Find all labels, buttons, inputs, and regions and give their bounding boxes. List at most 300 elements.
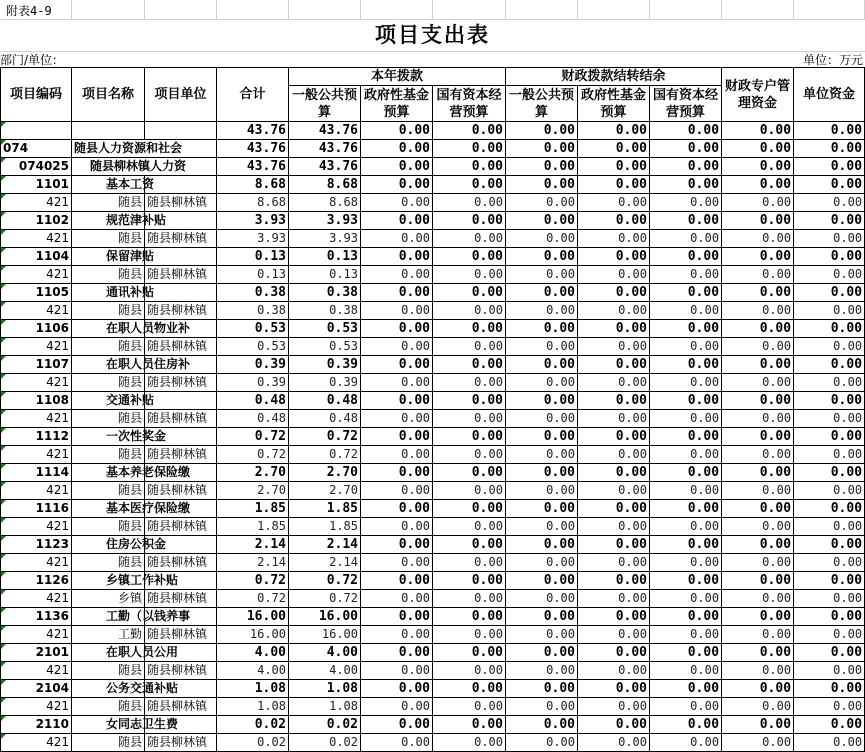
cell-amount[interactable]: 0.00: [578, 626, 650, 644]
cell-amount[interactable]: 0.00: [794, 680, 865, 698]
cell-amount[interactable]: 0.00: [722, 734, 794, 752]
cell-amount[interactable]: 0.00: [433, 680, 506, 698]
cell-amount[interactable]: 0.00: [578, 338, 650, 356]
cell-amount[interactable]: 0.00: [506, 392, 578, 410]
cell-amount[interactable]: 0.00: [506, 572, 578, 590]
cell-amount[interactable]: 2.14: [217, 536, 289, 554]
cell-amount[interactable]: 16.00: [217, 626, 289, 644]
cell-amount[interactable]: 1.08: [289, 698, 361, 716]
cell-amount[interactable]: 0.00: [650, 302, 722, 320]
cell-project-code[interactable]: 421: [1, 518, 72, 536]
cell-amount[interactable]: 0.00: [578, 158, 650, 176]
cell-amount[interactable]: 0.00: [506, 608, 578, 626]
cell-amount[interactable]: 43.76: [289, 158, 361, 176]
cell-amount[interactable]: 0.00: [506, 338, 578, 356]
cell-project-unit[interactable]: 随县柳林镇: [145, 194, 217, 212]
cell-amount[interactable]: 0.00: [794, 140, 865, 158]
cell-amount[interactable]: 0.00: [506, 500, 578, 518]
cell-amount[interactable]: 0.00: [578, 230, 650, 248]
cell-amount[interactable]: 0.00: [722, 626, 794, 644]
cell-amount[interactable]: 0.00: [506, 212, 578, 230]
cell-project-name[interactable]: 通讯补贴: [72, 284, 145, 302]
cell-amount[interactable]: 0.00: [433, 698, 506, 716]
cell-amount[interactable]: 0.13: [217, 266, 289, 284]
cell-amount[interactable]: 0.00: [650, 518, 722, 536]
cell-amount[interactable]: 0.00: [794, 356, 865, 374]
grid-cell[interactable]: [721, 0, 794, 19]
cell-amount[interactable]: 0.00: [361, 644, 433, 662]
cell-project-code[interactable]: 1102: [1, 212, 72, 230]
cell-project-unit[interactable]: [145, 248, 217, 266]
cell-amount[interactable]: 0.00: [361, 158, 433, 176]
cell-project-name[interactable]: 随县: [72, 410, 145, 428]
cell-amount[interactable]: 0.00: [361, 266, 433, 284]
cell-amount[interactable]: 0.00: [433, 266, 506, 284]
cell-amount[interactable]: 0.00: [578, 428, 650, 446]
cell-amount[interactable]: 43.76: [289, 122, 361, 140]
cell-amount[interactable]: 1.85: [217, 500, 289, 518]
cell-amount[interactable]: 0.00: [433, 320, 506, 338]
cell-amount[interactable]: 0.00: [361, 302, 433, 320]
cell-amount[interactable]: 0.38: [289, 284, 361, 302]
cell-amount[interactable]: 0.00: [794, 698, 865, 716]
cell-amount[interactable]: 0.00: [506, 518, 578, 536]
cell-amount[interactable]: 0.00: [722, 482, 794, 500]
cell-amount[interactable]: 0.00: [506, 464, 578, 482]
header-name[interactable]: 项目名称: [72, 68, 145, 122]
header-code[interactable]: 项目编码: [1, 68, 72, 122]
cell-amount[interactable]: 0.39: [217, 356, 289, 374]
cell-amount[interactable]: 0.00: [722, 338, 794, 356]
cell-amount[interactable]: 0.00: [506, 680, 578, 698]
cell-amount[interactable]: 8.68: [217, 194, 289, 212]
cell-project-unit[interactable]: 随县柳林镇: [145, 518, 217, 536]
cell-amount[interactable]: 1.85: [289, 500, 361, 518]
cell-amount[interactable]: 0.00: [578, 644, 650, 662]
cell-amount[interactable]: 0.00: [722, 572, 794, 590]
cell-amount[interactable]: 0.00: [361, 194, 433, 212]
cell-amount[interactable]: 0.00: [361, 356, 433, 374]
cell-project-name[interactable]: 工勤（以钱养事: [72, 608, 145, 626]
cell-amount[interactable]: 0.00: [794, 158, 865, 176]
cell-amount[interactable]: 0.00: [361, 698, 433, 716]
cell-amount[interactable]: 2.70: [217, 464, 289, 482]
grid-cell[interactable]: [360, 0, 433, 19]
cell-project-code[interactable]: 421: [1, 554, 72, 572]
cell-amount[interactable]: 0.00: [650, 734, 722, 752]
cell-amount[interactable]: 0.00: [650, 464, 722, 482]
cell-amount[interactable]: 2.14: [289, 536, 361, 554]
cell-amount[interactable]: 0.00: [361, 608, 433, 626]
cell-amount[interactable]: 0.00: [578, 212, 650, 230]
cell-amount[interactable]: 0.00: [578, 482, 650, 500]
cell-project-name[interactable]: 基本养老保险缴: [72, 464, 145, 482]
cell-amount[interactable]: 0.00: [361, 572, 433, 590]
cell-amount[interactable]: 0.00: [794, 446, 865, 464]
cell-amount[interactable]: 0.72: [217, 446, 289, 464]
cell-amount[interactable]: 1.85: [289, 518, 361, 536]
cell-amount[interactable]: 0.00: [361, 680, 433, 698]
cell-project-name[interactable]: 交通补贴: [72, 392, 145, 410]
cell-amount[interactable]: 0.00: [506, 626, 578, 644]
cell-amount[interactable]: 0.00: [650, 644, 722, 662]
cell-project-name[interactable]: 随县: [72, 734, 145, 752]
cell-amount[interactable]: 16.00: [289, 608, 361, 626]
cell-amount[interactable]: 0.72: [289, 428, 361, 446]
cell-amount[interactable]: 0.02: [289, 734, 361, 752]
cell-project-name[interactable]: 随县: [72, 518, 145, 536]
cell-project-code[interactable]: 421: [1, 338, 72, 356]
cell-amount[interactable]: 0.00: [433, 734, 506, 752]
cell-amount[interactable]: 0.00: [650, 536, 722, 554]
cell-amount[interactable]: 0.00: [794, 194, 865, 212]
cell-amount[interactable]: 0.00: [650, 680, 722, 698]
cell-amount[interactable]: 0.00: [650, 374, 722, 392]
cell-amount[interactable]: 0.39: [289, 374, 361, 392]
cell-project-name[interactable]: 随县: [72, 374, 145, 392]
cell-amount[interactable]: 0.00: [650, 392, 722, 410]
cell-amount[interactable]: 0.00: [506, 230, 578, 248]
cell-amount[interactable]: 0.00: [578, 572, 650, 590]
cell-amount[interactable]: 0.00: [506, 176, 578, 194]
cell-project-name[interactable]: 随县: [72, 302, 145, 320]
cell-amount[interactable]: 0.00: [578, 194, 650, 212]
cell-amount[interactable]: 0.00: [650, 554, 722, 572]
cell-amount[interactable]: 0.00: [578, 716, 650, 734]
cell-amount[interactable]: 0.00: [650, 212, 722, 230]
cell-amount[interactable]: 0.00: [361, 176, 433, 194]
cell-project-name[interactable]: 随县: [72, 662, 145, 680]
cell-amount[interactable]: 0.00: [361, 662, 433, 680]
cell-project-code[interactable]: 1101: [1, 176, 72, 194]
cell-amount[interactable]: 0.72: [217, 590, 289, 608]
cell-amount[interactable]: 0.00: [433, 644, 506, 662]
cell-amount[interactable]: 0.00: [433, 194, 506, 212]
header-current-year-allocation[interactable]: 本年拨款: [289, 68, 506, 86]
cell-amount[interactable]: 0.00: [722, 356, 794, 374]
cell-amount[interactable]: 0.00: [506, 122, 578, 140]
cell-amount[interactable]: 0.00: [361, 518, 433, 536]
cell-project-unit[interactable]: 随县柳林镇: [145, 266, 217, 284]
cell-amount[interactable]: 0.00: [722, 644, 794, 662]
cell-amount[interactable]: 0.00: [650, 410, 722, 428]
cell-amount[interactable]: 0.72: [289, 572, 361, 590]
cell-amount[interactable]: 0.00: [433, 518, 506, 536]
header-total[interactable]: 合计: [217, 68, 289, 122]
cell-project-unit[interactable]: [145, 392, 217, 410]
cell-project-code[interactable]: 1136: [1, 608, 72, 626]
cell-amount[interactable]: 0.00: [433, 428, 506, 446]
cell-project-code[interactable]: 421: [1, 698, 72, 716]
cell-amount[interactable]: 0.48: [289, 410, 361, 428]
cell-project-code[interactable]: 1108: [1, 392, 72, 410]
cell-amount[interactable]: 0.00: [722, 680, 794, 698]
cell-project-unit[interactable]: 随县柳林镇: [145, 662, 217, 680]
cell-project-unit[interactable]: 随县柳林镇: [145, 374, 217, 392]
cell-amount[interactable]: 1.08: [217, 698, 289, 716]
cell-amount[interactable]: 0.00: [506, 734, 578, 752]
cell-amount[interactable]: 0.00: [650, 608, 722, 626]
cell-amount[interactable]: 0.00: [794, 212, 865, 230]
cell-amount[interactable]: 0.00: [361, 140, 433, 158]
cell-project-name[interactable]: 公务交通补贴: [72, 680, 145, 698]
cell-amount[interactable]: 0.00: [506, 410, 578, 428]
cell-project-unit[interactable]: [145, 122, 217, 140]
cell-amount[interactable]: 0.53: [289, 338, 361, 356]
cell-project-unit[interactable]: 随县柳林镇: [145, 302, 217, 320]
cell-amount[interactable]: 0.00: [722, 464, 794, 482]
cell-amount[interactable]: 8.68: [289, 176, 361, 194]
cell-amount[interactable]: 0.00: [361, 536, 433, 554]
cell-amount[interactable]: 0.00: [794, 320, 865, 338]
cell-amount[interactable]: 0.00: [794, 716, 865, 734]
cell-amount[interactable]: 0.00: [722, 230, 794, 248]
cell-amount[interactable]: 0.00: [722, 608, 794, 626]
cell-amount[interactable]: 2.70: [289, 464, 361, 482]
header-fund-budget[interactable]: 政府性基金预算: [361, 86, 433, 122]
grid-cell[interactable]: [649, 0, 722, 19]
cell-amount[interactable]: 0.00: [722, 122, 794, 140]
cell-amount[interactable]: 0.00: [722, 320, 794, 338]
cell-project-unit[interactable]: 随县柳林镇: [145, 446, 217, 464]
cell-amount[interactable]: 0.00: [722, 446, 794, 464]
cell-amount[interactable]: 0.00: [433, 590, 506, 608]
cell-amount[interactable]: 0.02: [217, 734, 289, 752]
cell-amount[interactable]: 43.76: [217, 158, 289, 176]
cell-amount[interactable]: 43.76: [217, 140, 289, 158]
cell-amount[interactable]: 0.00: [506, 644, 578, 662]
cell-amount[interactable]: 43.76: [289, 140, 361, 158]
cell-amount[interactable]: 0.00: [650, 356, 722, 374]
cell-amount[interactable]: 0.00: [650, 338, 722, 356]
cell-project-code[interactable]: 421: [1, 734, 72, 752]
cell-project-name[interactable]: 基本工资: [72, 176, 145, 194]
cell-amount[interactable]: 0.00: [722, 284, 794, 302]
cell-amount[interactable]: 0.00: [361, 626, 433, 644]
cell-amount[interactable]: 0.00: [361, 410, 433, 428]
cell-amount[interactable]: 0.00: [361, 590, 433, 608]
cell-amount[interactable]: 0.00: [433, 284, 506, 302]
grid-cell[interactable]: [71, 0, 145, 19]
cell-amount[interactable]: 0.00: [794, 122, 865, 140]
cell-project-name[interactable]: 规范津补贴: [72, 212, 145, 230]
cell-amount[interactable]: 0.00: [433, 626, 506, 644]
cell-project-unit[interactable]: 随县柳林镇: [145, 698, 217, 716]
header-carry-general-budget[interactable]: 一般公共预算: [506, 86, 578, 122]
cell-project-name[interactable]: 随县柳林镇人力资: [72, 158, 217, 176]
cell-amount[interactable]: 0.00: [361, 374, 433, 392]
cell-amount[interactable]: 0.00: [433, 536, 506, 554]
cell-amount[interactable]: 8.68: [217, 176, 289, 194]
cell-project-code[interactable]: 1116: [1, 500, 72, 518]
cell-amount[interactable]: 0.00: [722, 554, 794, 572]
cell-project-code[interactable]: 1104: [1, 248, 72, 266]
cell-amount[interactable]: 0.00: [650, 428, 722, 446]
cell-amount[interactable]: 0.00: [433, 158, 506, 176]
cell-amount[interactable]: 0.00: [650, 248, 722, 266]
cell-amount[interactable]: 0.00: [794, 410, 865, 428]
cell-amount[interactable]: 0.00: [433, 212, 506, 230]
cell-project-unit[interactable]: 随县柳林镇: [145, 590, 217, 608]
cell-amount[interactable]: 0.00: [506, 428, 578, 446]
cell-project-name[interactable]: 在职人员公用: [72, 644, 145, 662]
cell-amount[interactable]: 0.00: [578, 248, 650, 266]
cell-amount[interactable]: 0.00: [506, 554, 578, 572]
cell-project-code[interactable]: 2101: [1, 644, 72, 662]
cell-project-name[interactable]: 随县: [72, 698, 145, 716]
cell-amount[interactable]: 0.02: [217, 716, 289, 734]
cell-project-unit[interactable]: 随县柳林镇: [145, 410, 217, 428]
header-own-funds[interactable]: 单位资金: [794, 68, 865, 122]
cell-project-name[interactable]: 随县人力资源和社会: [72, 140, 217, 158]
cell-amount[interactable]: 0.48: [217, 392, 289, 410]
cell-project-code[interactable]: 421: [1, 302, 72, 320]
cell-amount[interactable]: 0.00: [361, 500, 433, 518]
cell-amount[interactable]: 0.00: [578, 302, 650, 320]
cell-amount[interactable]: 2.14: [289, 554, 361, 572]
grid-cell[interactable]: [288, 0, 361, 19]
cell-amount[interactable]: 0.00: [361, 338, 433, 356]
header-unit[interactable]: 项目单位: [145, 68, 217, 122]
cell-amount[interactable]: 0.00: [722, 410, 794, 428]
cell-amount[interactable]: 0.00: [506, 374, 578, 392]
cell-amount[interactable]: 0.00: [794, 572, 865, 590]
cell-project-code[interactable]: 421: [1, 446, 72, 464]
cell-amount[interactable]: 0.13: [217, 248, 289, 266]
cell-amount[interactable]: 0.00: [650, 320, 722, 338]
cell-amount[interactable]: 0.00: [650, 266, 722, 284]
cell-amount[interactable]: 0.00: [578, 374, 650, 392]
cell-amount[interactable]: 16.00: [217, 608, 289, 626]
cell-amount[interactable]: 0.00: [361, 230, 433, 248]
cell-amount[interactable]: 0.00: [794, 266, 865, 284]
cell-project-code[interactable]: 2110: [1, 716, 72, 734]
cell-amount[interactable]: 0.00: [433, 356, 506, 374]
cell-amount[interactable]: 0.00: [433, 392, 506, 410]
cell-amount[interactable]: 0.00: [578, 518, 650, 536]
cell-amount[interactable]: 0.00: [794, 428, 865, 446]
cell-amount[interactable]: 0.00: [794, 374, 865, 392]
cell-amount[interactable]: 3.93: [289, 212, 361, 230]
cell-amount[interactable]: 0.00: [433, 554, 506, 572]
cell-amount[interactable]: 1.08: [289, 680, 361, 698]
cell-amount[interactable]: 0.00: [722, 194, 794, 212]
cell-amount[interactable]: 0.00: [722, 158, 794, 176]
cell-amount[interactable]: 0.00: [361, 554, 433, 572]
cell-amount[interactable]: 0.00: [433, 716, 506, 734]
grid-cell[interactable]: [577, 0, 650, 19]
cell-amount[interactable]: 0.00: [433, 572, 506, 590]
cell-project-code[interactable]: 074: [1, 140, 72, 158]
cell-amount[interactable]: 0.00: [361, 716, 433, 734]
cell-amount[interactable]: 0.00: [794, 518, 865, 536]
cell-amount[interactable]: 0.00: [794, 626, 865, 644]
cell-amount[interactable]: 0.00: [794, 734, 865, 752]
cell-amount[interactable]: 0.00: [650, 716, 722, 734]
cell-amount[interactable]: 0.00: [578, 392, 650, 410]
cell-amount[interactable]: 0.72: [289, 590, 361, 608]
cell-amount[interactable]: 0.00: [722, 428, 794, 446]
grid-cell[interactable]: [216, 0, 289, 19]
cell-amount[interactable]: 1.85: [217, 518, 289, 536]
cell-amount[interactable]: 0.00: [361, 392, 433, 410]
cell-project-name[interactable]: [72, 122, 145, 140]
cell-amount[interactable]: 1.08: [217, 680, 289, 698]
cell-amount[interactable]: 0.00: [794, 662, 865, 680]
header-state-capital-budget[interactable]: 国有资本经营预算: [433, 86, 506, 122]
cell-amount[interactable]: 0.00: [650, 122, 722, 140]
grid-cell[interactable]: [0, 0, 72, 19]
cell-project-name[interactable]: 保留津贴: [72, 248, 145, 266]
cell-amount[interactable]: 0.00: [722, 302, 794, 320]
cell-amount[interactable]: 0.00: [794, 392, 865, 410]
cell-amount[interactable]: 0.00: [506, 662, 578, 680]
cell-project-unit[interactable]: 随县柳林镇: [145, 734, 217, 752]
cell-amount[interactable]: 3.93: [217, 230, 289, 248]
cell-project-unit[interactable]: [145, 176, 217, 194]
cell-amount[interactable]: 0.00: [433, 176, 506, 194]
cell-amount[interactable]: 0.00: [506, 266, 578, 284]
cell-amount[interactable]: 0.00: [433, 500, 506, 518]
cell-amount[interactable]: 3.93: [217, 212, 289, 230]
cell-amount[interactable]: 2.70: [217, 482, 289, 500]
cell-project-code[interactable]: 421: [1, 374, 72, 392]
cell-amount[interactable]: 0.00: [361, 212, 433, 230]
cell-amount[interactable]: 3.93: [289, 230, 361, 248]
grid-cell[interactable]: [144, 0, 217, 19]
cell-amount[interactable]: 0.72: [217, 428, 289, 446]
cell-project-code[interactable]: 421: [1, 194, 72, 212]
cell-amount[interactable]: 0.00: [433, 446, 506, 464]
cell-amount[interactable]: 0.00: [578, 536, 650, 554]
cell-project-unit[interactable]: 随县柳林镇: [145, 482, 217, 500]
cell-amount[interactable]: 0.00: [506, 140, 578, 158]
header-carry-state-capital-budget[interactable]: 国有资本经营预算: [650, 86, 722, 122]
cell-amount[interactable]: 0.00: [794, 482, 865, 500]
cell-amount[interactable]: 2.14: [217, 554, 289, 572]
cell-amount[interactable]: 0.00: [650, 140, 722, 158]
cell-amount[interactable]: 0.00: [578, 284, 650, 302]
cell-project-code[interactable]: 421: [1, 626, 72, 644]
cell-amount[interactable]: 0.53: [289, 320, 361, 338]
cell-amount[interactable]: 0.00: [506, 356, 578, 374]
cell-amount[interactable]: 0.00: [578, 122, 650, 140]
cell-project-name[interactable]: 乡镇: [72, 590, 145, 608]
cell-project-unit[interactable]: 随县柳林镇: [145, 554, 217, 572]
cell-project-name[interactable]: 随县: [72, 446, 145, 464]
cell-amount[interactable]: 0.00: [506, 536, 578, 554]
cell-project-name[interactable]: 工勤: [72, 626, 145, 644]
cell-project-unit[interactable]: [145, 284, 217, 302]
cell-amount[interactable]: 0.00: [433, 374, 506, 392]
cell-project-name[interactable]: 一次性奖金: [72, 428, 145, 446]
cell-amount[interactable]: 0.00: [578, 140, 650, 158]
cell-amount[interactable]: 0.00: [578, 554, 650, 572]
cell-amount[interactable]: 0.00: [794, 284, 865, 302]
cell-amount[interactable]: 4.00: [217, 662, 289, 680]
cell-amount[interactable]: 0.48: [289, 392, 361, 410]
cell-amount[interactable]: 0.00: [506, 716, 578, 734]
cell-amount[interactable]: 0.00: [361, 320, 433, 338]
cell-project-code[interactable]: 2104: [1, 680, 72, 698]
cell-amount[interactable]: 0.00: [578, 320, 650, 338]
cell-project-code[interactable]: 421: [1, 482, 72, 500]
cell-amount[interactable]: 0.00: [578, 608, 650, 626]
cell-amount[interactable]: 0.00: [722, 266, 794, 284]
cell-project-name[interactable]: 乡镇工作补贴: [72, 572, 145, 590]
cell-project-code[interactable]: 421: [1, 266, 72, 284]
cell-amount[interactable]: 0.38: [217, 302, 289, 320]
